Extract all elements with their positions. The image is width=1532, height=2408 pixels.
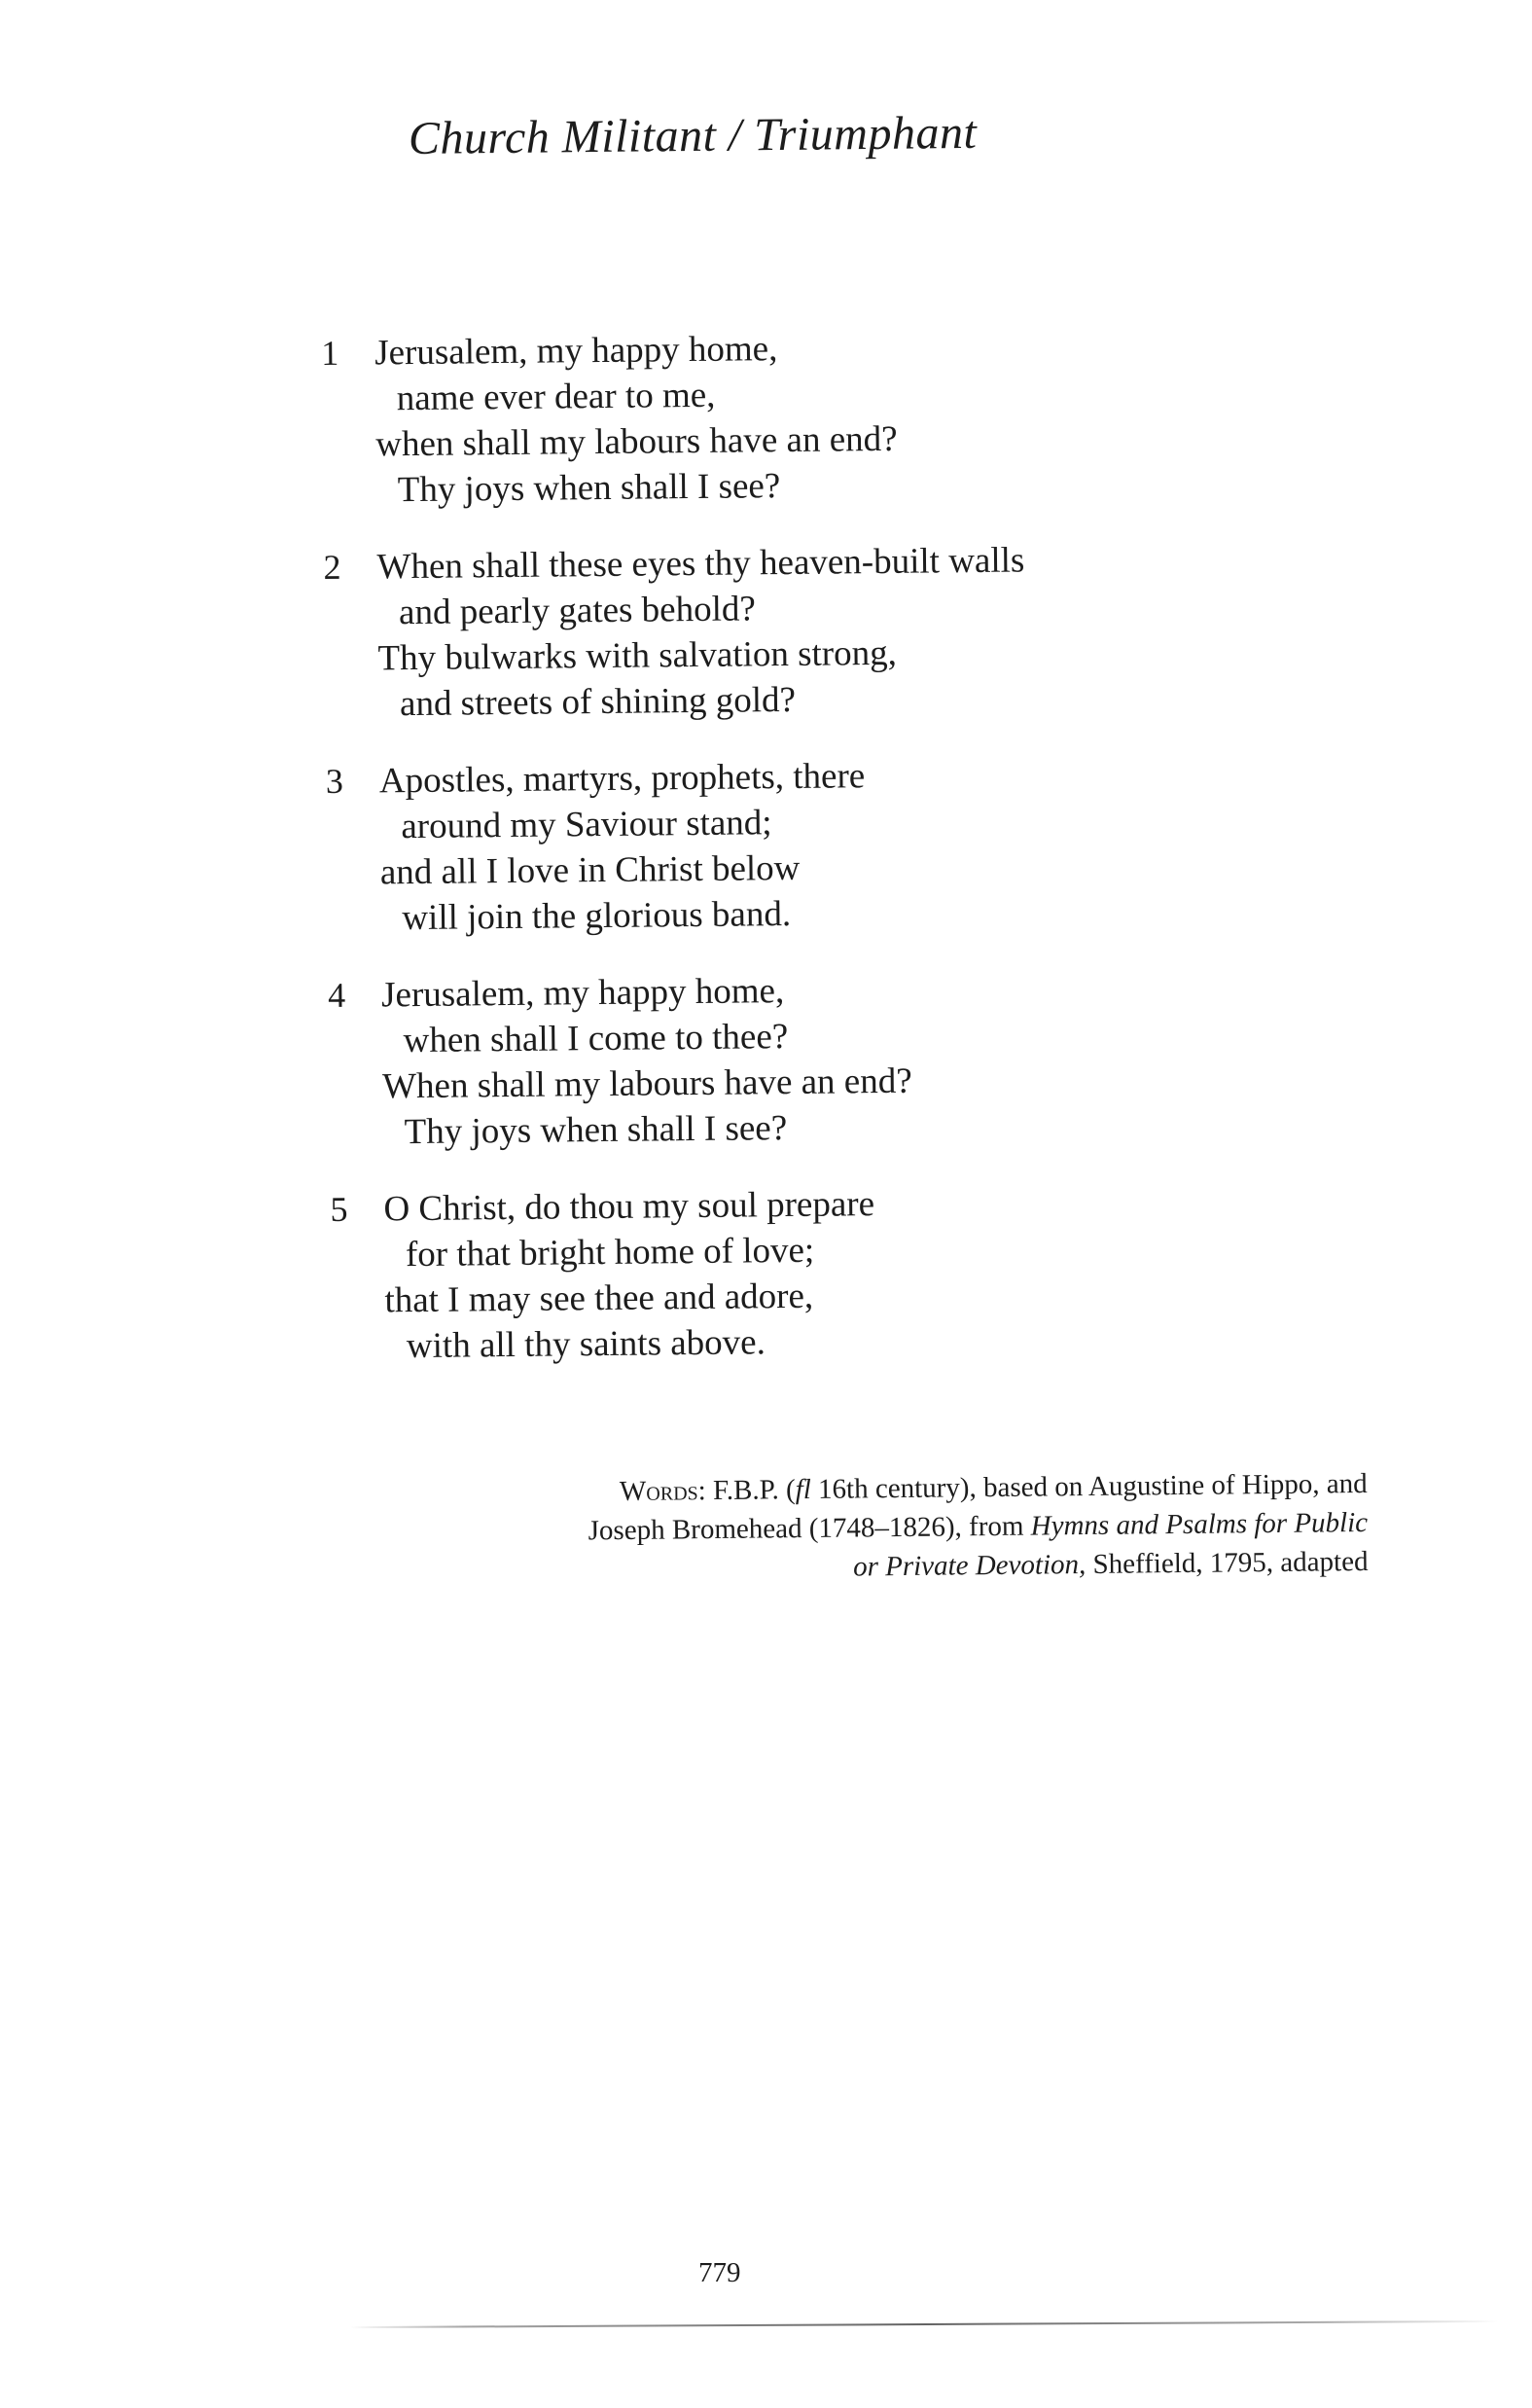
verse-number: 2	[323, 547, 341, 587]
verse-line: and pearly gates behold?	[398, 589, 757, 633]
verse-number: 3	[325, 761, 344, 801]
words-attribution	[588, 1464, 1369, 1589]
source-title: or Private Devotion,	[852, 1549, 1087, 1583]
page-number: 779	[698, 2257, 741, 2288]
verse-line: and all I love in Christ below	[379, 847, 801, 893]
verse-2	[323, 537, 1103, 728]
verse-5	[330, 1179, 1110, 1370]
attribution-text: Joseph Bromehead (1748–1826), from	[588, 1510, 1031, 1547]
verse-line: for that bright home of love;	[405, 1230, 815, 1276]
verse-line: Thy bulwarks with salvation strong,	[377, 632, 898, 679]
verse-line: will join the glorious band.	[402, 893, 792, 939]
verse-line: When shall these eyes thy heaven-built walls	[376, 540, 1025, 588]
source-title: Hymns and Psalms for Public	[1030, 1506, 1368, 1542]
verse-line: Jerusalem, my happy home,	[374, 329, 778, 374]
attribution-line-3	[588, 1542, 1368, 1589]
verse-3	[326, 751, 1106, 942]
verse-line: with all thy saints above.	[406, 1322, 766, 1367]
verse-line: around my Saviour stand;	[401, 803, 772, 847]
floruit-abbrev: fl	[795, 1473, 811, 1506]
verse-lines	[374, 323, 1101, 514]
verse-line: name ever dear to me,	[396, 375, 716, 419]
verse-line: that I may see thee and adore,	[384, 1276, 814, 1321]
verse-lines	[381, 965, 1108, 1156]
verse-line: O Christ, do thou my soul prepare	[383, 1184, 875, 1230]
hymn-text	[321, 323, 1110, 1401]
verse-line: Thy joys when shall I see?	[397, 466, 781, 511]
footer-rule	[350, 2320, 1498, 2328]
verse-1	[321, 323, 1101, 514]
verse-lines	[376, 537, 1103, 728]
attribution-text: Sheffield, 1795, adapted	[1085, 1545, 1369, 1581]
verse-line: when shall I come to thee?	[403, 1017, 789, 1061]
verse-number: 1	[321, 333, 339, 373]
verse-line: Apostles, martyrs, prophets, there	[378, 756, 866, 802]
verse-lines	[379, 751, 1106, 942]
attribution-text: 16th century), based on Augustine of Hippo, and	[810, 1467, 1368, 1505]
verse-number: 5	[330, 1189, 348, 1229]
verse-4	[328, 965, 1108, 1156]
verse-lines	[383, 1179, 1110, 1370]
words-label: Words:	[619, 1475, 706, 1508]
verse-number: 4	[327, 975, 346, 1015]
page-heading: Church Militant / Triumphant	[408, 106, 978, 164]
verse-line: when shall my labours have an end?	[375, 418, 898, 465]
verse-line: Thy joys when shall I see?	[404, 1108, 788, 1153]
verse-line: and streets of shining gold?	[399, 679, 797, 725]
verse-line: Jerusalem, my happy home,	[380, 971, 785, 1016]
verse-line: When shall my labours have an end?	[381, 1060, 912, 1107]
attribution-text: F.B.P. (	[705, 1474, 796, 1507]
